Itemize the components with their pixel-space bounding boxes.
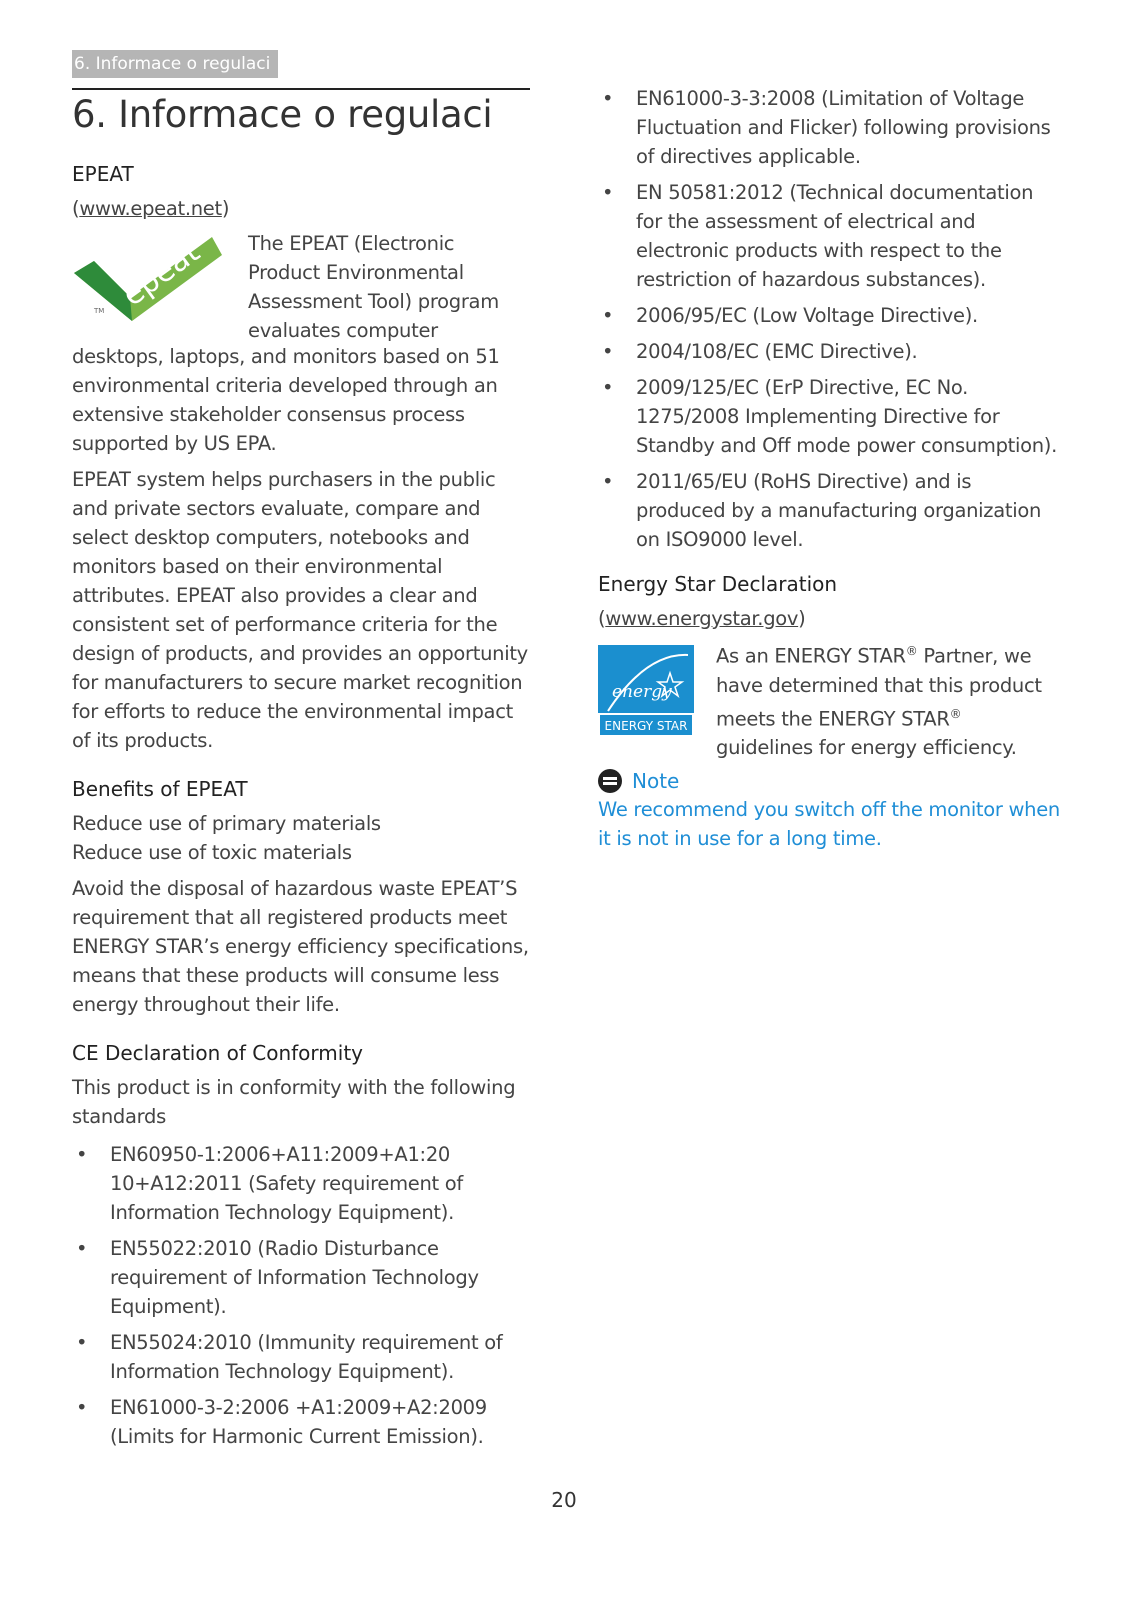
epeat-block xyxy=(72,229,534,345)
benefits-line: Reduce use of primary materials xyxy=(72,812,381,835)
energy-star-logo-label: ENERGY STAR xyxy=(604,719,688,733)
note-text: We recommend you switch off the monitor when it is not in use for a long time. xyxy=(598,798,1060,850)
epeat-logo-text: epeat xyxy=(116,235,207,314)
page-title: 6. Informace o regulaci xyxy=(72,93,493,136)
epeat-logo-tm: TM xyxy=(94,307,105,315)
energy-star-link-line: (www.energystar.gov) xyxy=(598,607,806,630)
energy-star-link[interactable]: www.energystar.gov xyxy=(605,607,799,630)
energy-star-paragraph xyxy=(716,637,1064,762)
ce-list-item xyxy=(72,1328,534,1386)
ce-item-text: EN55024:2010 (Immunity requirement of Information Technology Equipment). xyxy=(110,1331,503,1383)
ce-list-item xyxy=(598,337,1064,366)
bullet: • xyxy=(602,470,614,493)
epeat-intro-line: Product Environmental xyxy=(248,261,464,284)
benefits-heading: Benefits of EPEAT xyxy=(72,777,248,801)
bullet: • xyxy=(602,376,614,399)
benefits-paragraph: Avoid the disposal of hazardous waste EPEAT’S requirement that all registered products meet ENERGY STAR’s energy efficiency specifications, means that these products will consume less energy throughout their life. xyxy=(72,877,529,1016)
registered-mark: ® xyxy=(949,706,962,721)
note-heading xyxy=(598,769,1064,793)
left-column xyxy=(72,162,534,1458)
ce-item-text: 2011/65/EU (RoHS Directive) and is produced by a manufacturing organization on ISO9000 level. xyxy=(636,470,1042,551)
bullet: • xyxy=(602,181,614,204)
benefits-line: Reduce use of toxic materials xyxy=(72,841,352,864)
ce-list-item xyxy=(598,373,1064,460)
epeat-intro xyxy=(248,229,534,345)
energy-star-text-b: Partner, we have determined that this product meets the ENERGY STAR xyxy=(716,644,1042,730)
page-number: 20 xyxy=(551,1488,577,1512)
ce-item-text: EN60950-1:2006+A11:2009+A1:20 10+A12:2011 (Safety requirement of Information Technology Equipment). xyxy=(110,1143,463,1224)
registered-mark: ® xyxy=(905,644,918,658)
ce-list-item xyxy=(598,467,1064,554)
ce-list-item xyxy=(598,178,1064,294)
energy-star-text-a: As an ENERGY STAR xyxy=(716,644,906,668)
ce-item-text: EN55022:2010 (Radio Disturbance requirement of Information Technology Equipment). xyxy=(110,1237,479,1318)
bullet: • xyxy=(602,87,614,110)
energy-star-logo-icon xyxy=(598,645,694,737)
bullet: • xyxy=(602,340,614,363)
epeat-intro-line: evaluates computer xyxy=(248,319,438,342)
epeat-link-line: (www.epeat.net) xyxy=(72,197,230,220)
epeat-intro-line: The EPEAT (Electronic xyxy=(248,232,455,255)
bullet: • xyxy=(76,1237,88,1260)
epeat-intro-rest: desktops, laptops, and monitors based on 51 environmental criteria developed through an extensive stakeholder consensus process supported by US EPA. xyxy=(72,345,500,455)
ce-heading: CE Declaration of Conformity xyxy=(72,1041,363,1065)
ce-list-item xyxy=(598,84,1064,171)
energy-star-text-c: guidelines for energy efficiency. xyxy=(716,736,1017,759)
energy-star-heading: Energy Star Declaration xyxy=(598,572,838,596)
note-label: Note xyxy=(632,769,680,793)
epeat-intro-line: Assessment Tool) program xyxy=(248,290,499,313)
energy-star-text xyxy=(716,637,1064,762)
ce-list-left xyxy=(72,1140,534,1451)
bullet: • xyxy=(602,304,614,327)
bullet: • xyxy=(76,1331,88,1354)
energy-star-logo-script: energy xyxy=(612,682,672,702)
ce-intro: This product is in conformity with the following standards xyxy=(72,1076,516,1128)
ce-list-right xyxy=(598,84,1064,554)
epeat-paragraph: EPEAT system helps purchasers in the public and private sectors evaluate, compare and select desktop computers, notebooks and monitors based on their environmental attributes. EPEAT also provides a clear and consistent set of performance criteria for the design of products, and provides an opportunity for manufacturers to secure market recognition for efforts to reduce the environmental impact of its products. xyxy=(72,468,528,752)
bullet: • xyxy=(76,1143,88,1166)
ce-list-item xyxy=(598,301,1064,330)
ce-item-text: 2006/95/EC (Low Voltage Directive). xyxy=(636,304,978,327)
epeat-logo-icon xyxy=(72,235,224,323)
energy-star-block xyxy=(598,637,1064,759)
ce-item-text: EN61000-3-3:2008 (Limitation of Voltage Fluctuation and Flicker) following provisions of directives applicable. xyxy=(636,87,1051,168)
section-tab: 6. Informace o regulaci xyxy=(72,50,278,78)
ce-list-item xyxy=(72,1393,534,1451)
right-column xyxy=(598,84,1064,853)
epeat-link[interactable]: www.epeat.net xyxy=(79,197,222,220)
epeat-heading: EPEAT xyxy=(72,162,134,186)
ce-item-text: EN 50581:2012 (Technical documentation for the assessment of electrical and electronic products with respect to the restriction of hazardous substances). xyxy=(636,181,1034,291)
ce-item-text: 2004/108/EC (EMC Directive). xyxy=(636,340,918,363)
ce-item-text: 2009/125/EC (ErP Directive, EC No. 1275/2008 Implementing Directive for Standby and Off mode power consumption). xyxy=(636,376,1058,457)
note-icon xyxy=(598,769,622,793)
header-rule xyxy=(72,88,530,90)
bullet: • xyxy=(76,1396,88,1419)
ce-list-item xyxy=(72,1140,534,1227)
ce-list-item xyxy=(72,1234,534,1321)
ce-item-text: EN61000-3-2:2006 +A1:2009+A2:2009 (Limits for Harmonic Current Emission). xyxy=(110,1396,487,1448)
